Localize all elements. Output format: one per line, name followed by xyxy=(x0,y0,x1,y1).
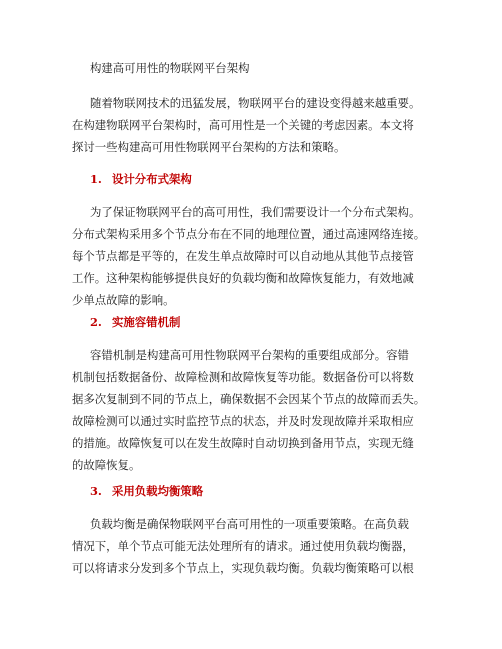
section-2-line-3: 据多次复制到不同的节点上，确保数据不会因某个节点的故障而丢失。 xyxy=(72,392,426,406)
section-2-line-4: 故障检测可以通过实时监控节点的状态，并及时发现故障并采取相应 xyxy=(72,414,414,428)
section-1-line-3: 每个节点都是平等的，在发生单点故障时可以自动地从其他节点接管 xyxy=(72,249,414,263)
section-2-number: 2. xyxy=(90,315,102,329)
section-1-number: 1. xyxy=(90,172,102,186)
section-2-line-1: 容错机制是构建高可用性物联网平台架构的重要组成部分。容错 xyxy=(90,348,409,362)
section-1-line-5: 少单点故障的影响。 xyxy=(72,293,175,307)
section-3-line-2: 情况下，单个节点可能无法处理所有的请求。通过使用负载均衡器， xyxy=(72,539,414,553)
document-title: 构建高可用性的物联网平台架构 xyxy=(90,61,250,75)
section-1-line-4: 工作。这种架构能够提供良好的负载均衡和故障恢复能力，有效地减 xyxy=(72,271,414,285)
section-2-heading xyxy=(90,314,180,330)
section-3-number: 3. xyxy=(90,484,102,498)
intro-line-2: 在构建物联网平台架构时，高可用性是一个关键的考虑因素。本文将 xyxy=(72,118,414,132)
section-2-line-6: 的故障恢复。 xyxy=(72,458,141,472)
section-2-heading-text: 实施容错机制 xyxy=(112,315,181,329)
intro-line-3: 探讨一些构建高可用性物联网平台架构的方法和策略。 xyxy=(72,140,346,154)
intro-line-1: 随着物联网技术的迅猛发展，物联网平台的建设变得越来越重要。 xyxy=(90,96,421,110)
section-1-line-2: 分布式架构采用多个节点分布在不同的地理位置，通过高速网络连接。 xyxy=(72,227,426,241)
section-3-line-1: 负载均衡是确保物联网平台高可用性的一项重要策略。在高负载 xyxy=(90,517,409,531)
section-3-heading xyxy=(90,483,203,499)
section-1-heading xyxy=(90,171,192,187)
section-3-heading-text: 采用负载均衡策略 xyxy=(112,484,204,498)
section-3-line-3: 可以将请求分发到多个节点上，实现负载均衡。负载均衡策略可以根 xyxy=(72,561,414,575)
section-1-heading-text: 设计分布式架构 xyxy=(112,172,192,186)
section-2-line-2: 机制包括数据备份、故障检测和故障恢复等功能。数据备份可以将数 xyxy=(72,370,414,384)
section-1-line-1: 为了保证物联网平台的高可用性，我们需要设计一个分布式架构。 xyxy=(90,205,421,219)
section-2-line-5: 的措施。故障恢复可以在发生故障时自动切换到备用节点，实现无缝 xyxy=(72,436,414,450)
